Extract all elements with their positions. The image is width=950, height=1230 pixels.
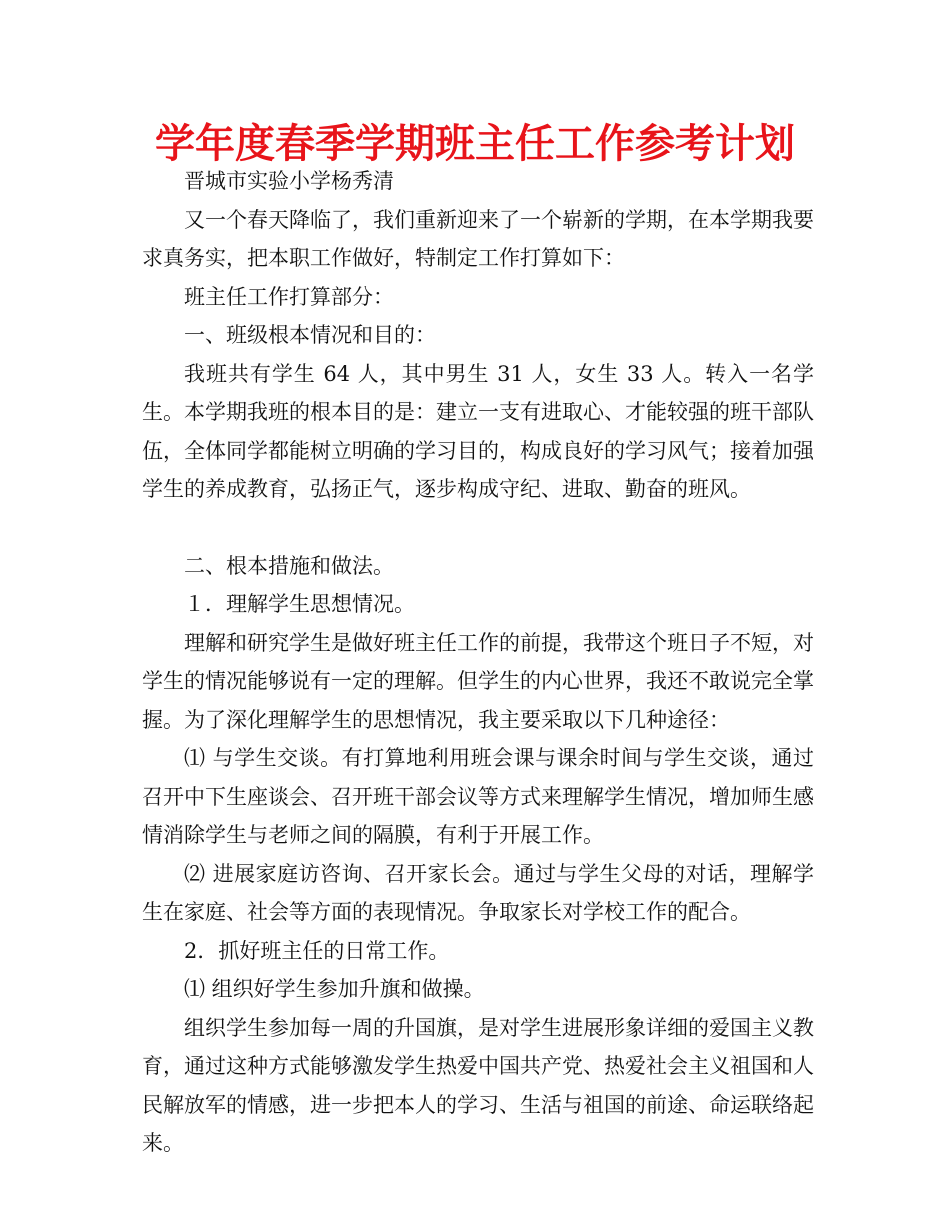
intro-paragraph: 又一个春天降临了，我们重新迎来了一个崭新的学期，在本学期我要求真务实，把本职工作做好，特制定工作打算如下： <box>142 207 814 270</box>
author-line: 晋城市实验小学杨秀清 <box>184 169 394 193</box>
paragraph-gap <box>142 509 814 547</box>
section-heading: 班主任工作打算部分： <box>184 284 394 309</box>
section-heading: 一、班级根本情况和目的： <box>184 323 436 347</box>
body-paragraph: 理解和研究学生是做好班主任工作的前提，我带这个班日子不短，对学生的情况能够说有一定的理解。但学生的内心世界，我还不敢说完全掌握。为了深化理解学生的思想情况，我主要采取以下几种途径： <box>142 630 814 732</box>
document-body <box>142 162 814 1163</box>
body-paragraph: 组织学生参加每一周的升国旗，是对学生进展形象详细的爱国主义教育，通过这种方式能够激发学生热爱中国共产党、热爱社会主义祖国和人民解放军的情感，进一步把本人的学习、生活与祖国的前途、命运联络起来。 <box>142 1015 814 1155</box>
list-item: ⑴ 组织好学生参加升旗和做操。 <box>184 977 485 1001</box>
list-item: ⑵ 进展家庭访咨询、召开家长会。通过与学生父母的对话，理解学生在家庭、社会等方面的表现情况。争取家长对学校工作的配合。 <box>142 861 814 924</box>
document-title: 学年度春季学期班主任工作参考计划 <box>155 121 795 167</box>
subsection-heading: １．理解学生思想情况。 <box>184 592 415 616</box>
section-heading: 二、根本措施和做法。 <box>184 553 394 578</box>
subsection-heading: 2．抓好班主任的日常工作。 <box>184 938 450 963</box>
list-item: ⑴ 与学生交谈。有打算地利用班会课与课余时间与学生交谈，通过召开中下生座谈会、召开班干部会议等方式来理解学生情况，增加师生感情消除学生与老师之间的隔膜，有利于开展工作。 <box>142 746 814 847</box>
body-paragraph: 我班共有学生 64 人，其中男生 31 人，女生 33 人。转入一名学生。本学期我班的根本目的是：建立一支有进取心、才能较强的班干部队伍，全体同学都能树立明确的学习目的，构成良好的学习风气；接着加强学生的养成教育，弘扬正气，逐步构成守纪、进取、勤奋的班风。 <box>142 361 814 501</box>
